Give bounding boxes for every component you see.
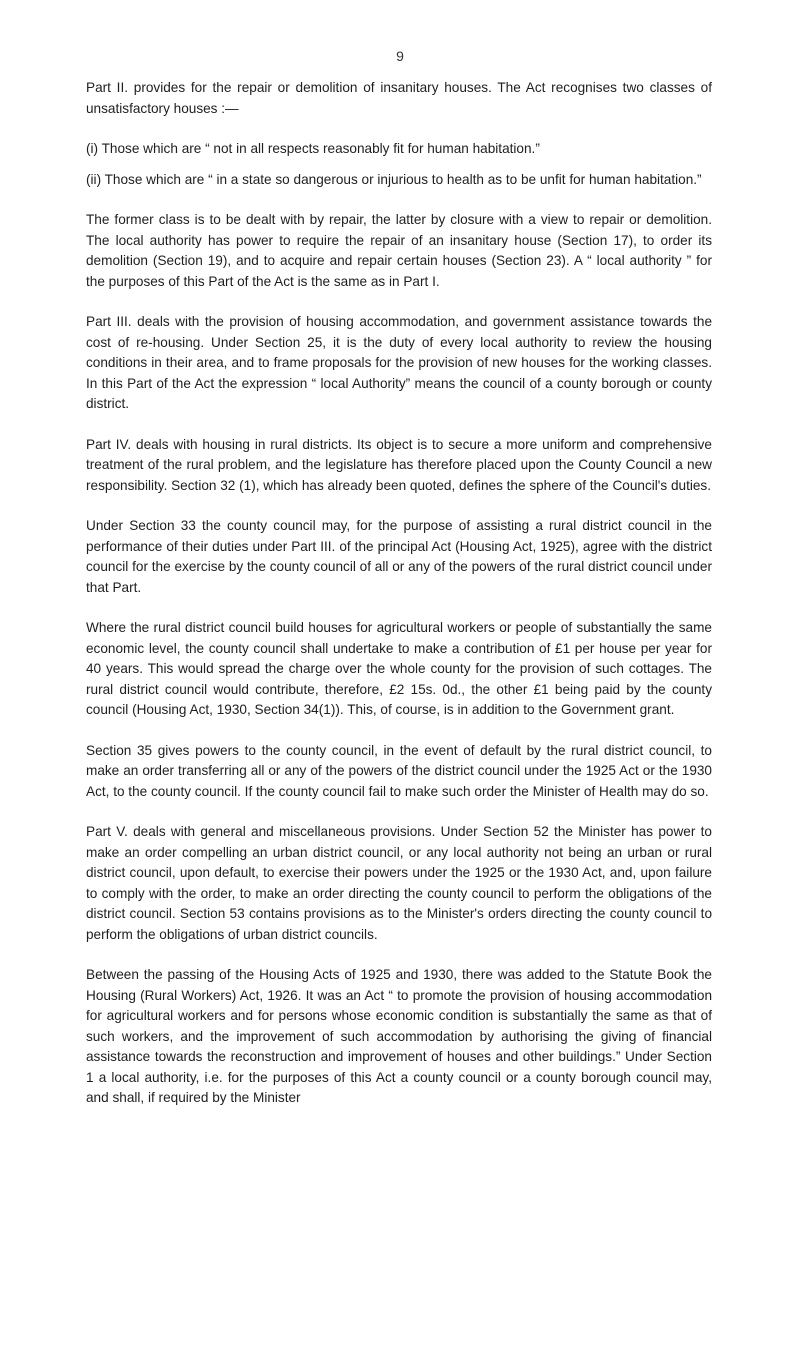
paragraph-contribution: Where the rural district council build houses for agricultural workers or people of substantially the same economic level, the county council shall undertake to make a contribution of £1 per house per year for 40 years. This would spread the charge over the whole county for the provision of such cottages. The rural district council would contribute, therefore, £2 15s. 0d., the other £1 being paid by the county council (Housing Act, 1930, Section 34(1)). This, of course, is in addition to the Government grant. (86, 620, 712, 717)
paragraph-repair-demolition: The former class is to be dealt with by repair, the latter by closure with a view to repair or demolition. The local authority has power to require the repair of an insanitary house (Section 17), to order its demolition (Section 19), and to acquire and repair certain houses (Section 23). A “ local authority ” for the purposes of this Part of the Act is the same as in Part I. (86, 212, 712, 289)
paragraph-part-v: Part V. deals with general and miscellaneous provisions. Under Section 52 the Minister has power to make an order compelling an urban district council, or any local authority not being an urban or rural district council, upon default, to exercise their powers under the 1925 or the 1930 Act, and, upon failure to comply with the order, to make an order directing the county council to perform the obligations of the district council. Section 53 contains provisions as to the Minister's orders directing the county council to perform the obligations of urban district councils. (86, 824, 712, 942)
paragraph-part-ii-intro: Part II. provides for the repair or demolition of insanitary houses. The Act recognises two classes of unsatisfactory houses :— (86, 80, 712, 116)
paragraph-part-iii: Part III. deals with the provision of housing accommodation, and government assistance towards the cost of re-housing. Under Section 25, it is the duty of every local authority to review the housing conditions in their area, and to frame proposals for the provision of new houses for the working classes. In this Part of the Act the expression “ local Authority” means the council of a county borough or county district. (86, 314, 712, 411)
paragraph-rural-workers-act: Between the passing of the Housing Acts of 1925 and 1930, there was added to the Statute Book the Housing (Rural Workers) Act, 1926. It was an Act “ to promote the provision of housing accommodation for agricultural workers and for persons whose economic condition is substantially the same as that of such workers, and the improvement of such accommodation by authorising the giving of financial assistance towards the reconstruction and improvement of houses and other buildings.” Under Section 1 a local authority, i.e. for the purposes of this Act a county council or a county borough council may, and shall, if required by the Minister (86, 967, 712, 1105)
document-body (86, 78, 712, 1129)
list-item-class-i: (i) Those which are “ not in all respects reasonably fit for human habitation.” (86, 141, 540, 156)
paragraph-section-33: Under Section 33 the county council may, for the purpose of assisting a rural district council in the performance of their duties under Part III. of the principal Act (Housing Act, 1925), agree with the district council for the exercise by the county council of all or any of the powers of the rural district council under that Part. (86, 518, 712, 595)
paragraph-section-35: Section 35 gives powers to the county council, in the event of default by the rural district council, to make an order transferring all or any of the powers of the district council under the 1925 Act or the 1930 Act, to the county council. If the county council fail to make such order the Minister of Health may do so. (86, 742, 712, 799)
paragraph-part-iv: Part IV. deals with housing in rural districts. Its object is to secure a more uniform and comprehensive treatment of the rural problem, and the legislature has therefore placed upon the County Council a new responsibility. Section 32 (1), which has already been quoted, defines the sphere of the Council's duties. (86, 436, 712, 493)
list-item-class-ii: (ii) Those which are “ in a state so dangerous or injurious to health as to be unfit for human habitation.” (86, 171, 702, 187)
page-number: 9 (396, 48, 404, 64)
